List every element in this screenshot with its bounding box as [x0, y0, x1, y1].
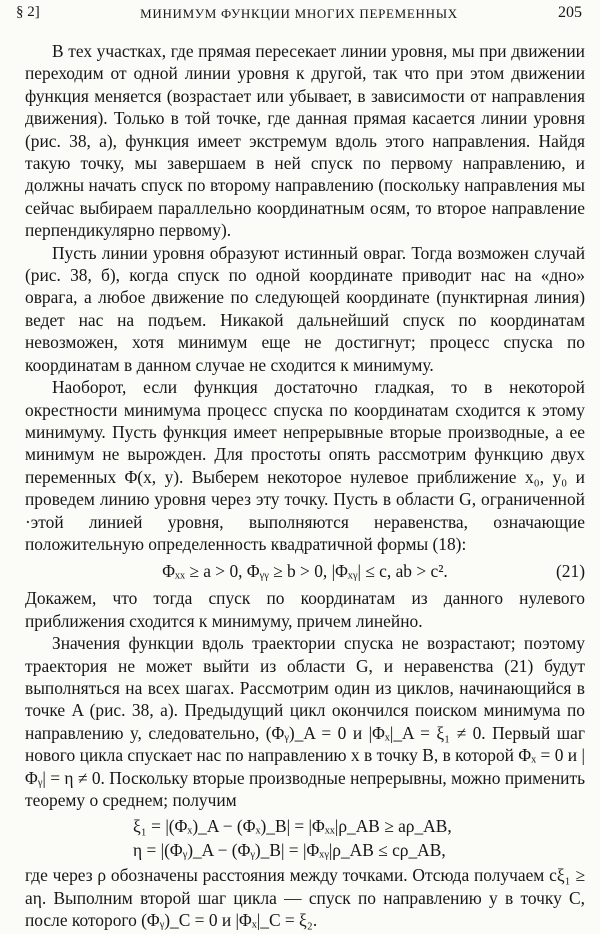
paragraph-level-lines: В тех участках, где прямая пересекает линии уровня, мы при движении переходим от одной линии уровня к другой, так что при этом движении функция меняется (возрастает или убывает, в зависимости от направления движения). Только в той точке, где данная прямая касается линии уровня (рис. 38, а), функция имеет экстремум вдоль этого направления. Найдя такую точку, мы завершаем в ней спуск по первому направлению, и должны начать спуск по второму направлению (поскольку направления мы сейчас выбираем параллельно координатным осям, то второе направление перпендикулярно первому). — [25, 41, 585, 241]
paragraph-claim: Докажем, что тогда спуск по координатам из данного нулевого приближения сходится к минимуму, причем линейно. — [25, 588, 585, 631]
paragraph-ravine: Пусть линии уровня образуют истинный овраг. Тогда возможен случай (рис. 38, б), когда спуск по одной координате приводит нас на «дно» оврага, а любое движение по следующей координате (пунктирная линия) ведет нас на подъем. Никакой дальнейший спуск по координатам невозможен, хотя минимум еще не достигнут; процесс спуска по координатам в данном случае не сходится к минимуму. — [25, 242, 585, 375]
paragraph-smooth-function: Наоборот, если функция достаточно гладкая, то в некоторой окрестности минимума процесс спуска по координатам сходится к этому минимуму. Пусть функция имеет непрерывные вторые производные, а ее минимум не вырожден. Для простоты опять рассмотрим функцию двух переменных Φ(x, y). Выберем некоторое нулевое приближение x₀, y₀ и проведем линию уровня через эту точку. Пусть в области G, ограниченной ·этой линией уровня, выполняются неравенства, означающие положительную определенность квадратичной формы (18): — [25, 377, 585, 554]
equation-xi1: ξ₁ = |(Φₓ)_A − (Φₓ)_B| = |Φₓₓ|ρ_AB ≥ aρ_AB, — [133, 816, 452, 837]
page-number: 205 — [558, 4, 582, 21]
formula-21 — [25, 555, 585, 587]
page-body — [25, 40, 585, 932]
formula-21-number: (21) — [556, 561, 585, 582]
paragraph-second-step: где через ρ обозначены расстояния между точками. Отсюда получаем cξ₁ ≥ aη. Выполним второй шаг цикла — спуск по направлению y в точку C, после которого (Φᵧ)_C = 0 и |Φₓ|_C = ξ₂. — [25, 865, 585, 931]
formula-21-text: Φₓₓ ≥ a > 0, Φᵧᵧ ≥ b > 0, |Φₓᵧ| ≤ c, ab > c². — [162, 561, 448, 582]
page-header — [16, 4, 582, 28]
section-marker: § 2] — [16, 4, 40, 20]
mean-value-equations — [25, 811, 585, 864]
paragraph-descent-cycle: Значения функции вдоль траектории спуска не возрастают; поэтому траектория не может выйти из области G, и неравенства (21) будут выполняться на всех шагах. Рассмотрим один из циклов, начинающийся в точке A (рис. 38, а). Предыдущий цикл окончился поиском минимума по направлению y, следовательно, (Φᵧ)_A = 0 и |Φₓ|_A = ξ₁ ≠ 0. Первый шаг нового цикла спускает нас по направлению x в точку B, в которой Φₓ = 0 и |Φᵧ| = η ≠ 0. Поскольку вторые производные непрерывны, можно применить теорему о среднем; получим — [25, 633, 585, 810]
running-title: МИНИМУМ ФУНКЦИИ МНОГИХ ПЕРЕМЕННЫХ — [140, 6, 458, 21]
equation-eta: η = |(Φᵧ)_A − (Φᵧ)_B| = |Φₓᵧ|ρ_AB ≤ cρ_AB, — [133, 840, 446, 861]
